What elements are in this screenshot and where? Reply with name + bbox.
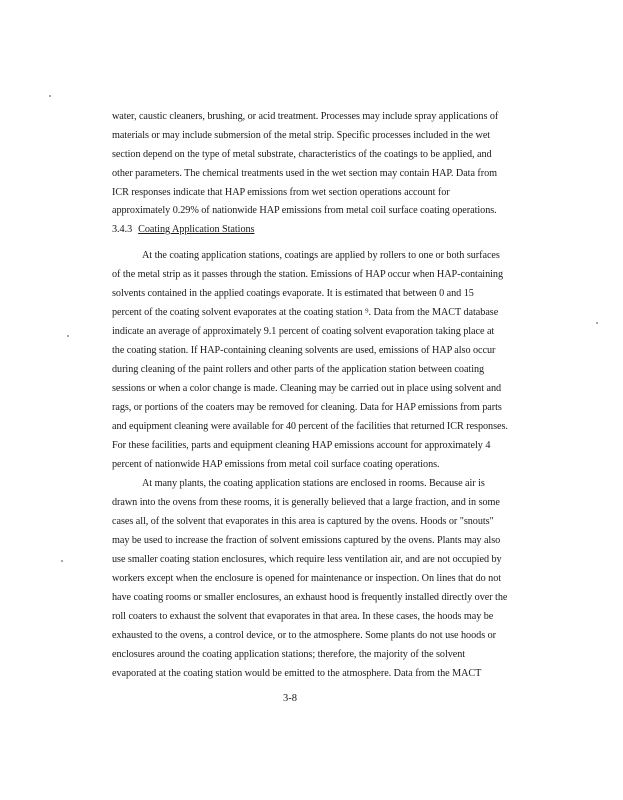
text-line: indicate an average of approximately 9.1 percent of coating solvent evaporation taking place at — [112, 326, 495, 337]
text-line: may be used to increase the fraction of solvent emissions captured by the ovens. Plants may also — [112, 535, 501, 546]
text-line: cases all, of the solvent that evaporates in this area is captured by the ovens. Hoods or "snouts" — [112, 516, 494, 527]
text-line: percent of the coating solvent evaporates at the coating station ⁹. Data from the MACT database — [112, 307, 499, 318]
text-line: percent of nationwide HAP emissions from metal coil surface coating operations. — [112, 459, 440, 470]
scan-speck — [61, 560, 63, 562]
text-line: water, caustic cleaners, brushing, or acid treatment. Processes may include spray applications of — [112, 111, 499, 122]
text-line: approximately 0.29% of nationwide HAP emissions from metal coil surface coating operations. — [112, 205, 497, 216]
text-line: other parameters. The chemical treatments used in the wet section may contain HAP. Data from — [112, 168, 498, 179]
text-line: section depend on the type of metal substrate, characteristics of the coatings to be applied, and — [112, 149, 492, 160]
text-line: sessions or when a color change is made. Cleaning may be carried out in place using solvent and — [112, 383, 502, 394]
text-line: rags, or portions of the coaters may be removed for cleaning. Data for HAP emissions from parts — [112, 402, 502, 413]
text-line: the coating station. If HAP-containing cleaning solvents are used, emissions of HAP also occur — [112, 345, 496, 356]
text-line: and equipment cleaning were available for 40 percent of the facilities that returned ICR responses. — [112, 421, 508, 432]
text-line: At the coating application stations, coatings are applied by rollers to one or both surfaces — [142, 250, 500, 261]
section-heading — [112, 224, 254, 236]
text-line: use smaller coating station enclosures, which require less ventilation air, and are not occupied by — [112, 554, 502, 565]
text-line: At many plants, the coating application stations are enclosed in rooms. Because air is — [142, 478, 485, 489]
text-line: evaporated at the coating station would be emitted to the atmosphere. Data from the MACT — [112, 668, 482, 679]
scan-speck — [67, 335, 69, 337]
text-line: of the metal strip as it passes through the station. Emissions of HAP occur when HAP-containing — [112, 269, 503, 280]
text-line: enclosures around the coating application stations; therefore, the majority of the solvent — [112, 649, 466, 660]
section-title: Coating Application Stations — [138, 224, 255, 235]
page-number: 3-8 — [283, 693, 297, 704]
text-line: exhausted to the ovens, a control device, or to the atmosphere. Some plants do not use hoods or — [112, 630, 496, 641]
text-line: drawn into the ovens from these rooms, it is generally believed that a large fraction, and in some — [112, 497, 500, 508]
text-line: have coating rooms or smaller enclosures, an exhaust hood is frequently installed directly over the — [112, 592, 508, 603]
text-line: workers except when the enclosure is opened for maintenance or inspection. On lines that do not — [112, 573, 502, 584]
text-line: materials or may include submersion of the metal strip. Specific processes included in the wet — [112, 130, 491, 141]
scan-speck — [49, 95, 51, 97]
text-line: roll coaters to exhaust the solvent that evaporates in that area. In these cases, the hoods may be — [112, 611, 494, 622]
text-line: ICR responses indicate that HAP emissions from wet section operations account for — [112, 187, 450, 198]
text-line: For these facilities, parts and equipment cleaning HAP emissions account for approximately 4 — [112, 440, 491, 451]
text-line: during cleaning of the paint rollers and other parts of the application station between coating — [112, 364, 485, 375]
section-number: 3.4.3 — [112, 224, 133, 235]
text-line: solvents contained in the applied coatings evaporate. It is estimated that between 0 and 15 — [112, 288, 474, 299]
scan-speck — [596, 322, 598, 324]
